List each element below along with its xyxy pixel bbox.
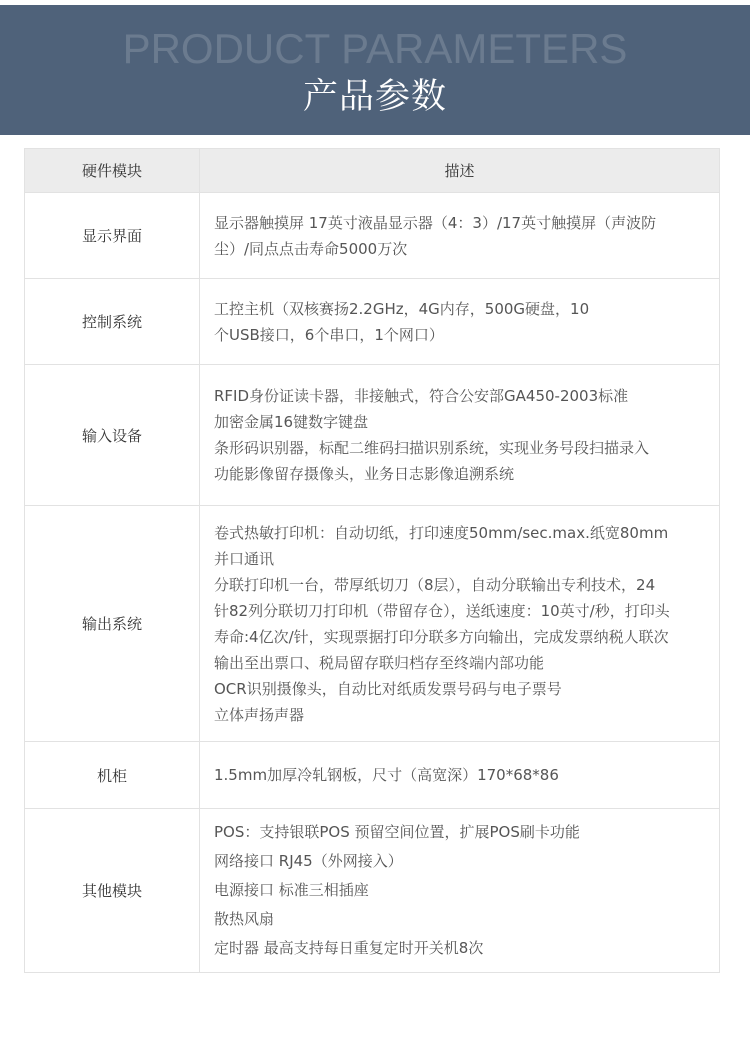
description-line: 1.5mm加厚冷轧钢板，尺寸（高宽深）170*68*86 [214,766,559,784]
description-line: 加密金属16键数字键盘 [214,413,369,431]
module-description [200,506,720,742]
description-line: 散热风扇 [214,910,275,928]
description-line: 网络接口 RJ45（外网接入） [214,852,403,870]
description-line: 针82列分联切刀打印机（带留存仓），送纸速度：10英寸/秒，打印头 [214,601,670,620]
parameters-table [24,148,720,973]
table-row [25,365,720,506]
description-line: POS：支持银联POS 预留空间位置，扩展POS刷卡功能 [214,823,580,841]
description-line: 条形码识别器，标配二维码扫描识别系统，实现业务号段扫描录入 [214,439,650,457]
table-row [25,193,720,279]
module-description [200,365,720,506]
table-row [25,279,720,365]
description-line: 定时器 最高支持每日重复定时开关机8次 [214,939,484,957]
header-banner [0,5,750,135]
module-description [200,742,720,809]
table-row [25,506,720,742]
table-row [25,809,720,973]
module-description [200,193,720,279]
module-description [200,279,720,365]
module-name: 机柜 [25,742,200,809]
module-name: 输入设备 [25,365,200,506]
module-description [200,809,720,973]
description-line: OCR识别摄像头，自动比对纸质发票号码与电子票号 [214,679,562,698]
module-name: 其他模块 [25,809,200,973]
description-line: 立体声扬声器 [214,705,305,724]
description-line: 电源接口 标准三相插座 [214,881,369,899]
description-line: 并口通讯 [214,549,275,568]
description-line: 卷式热敏打印机：自动切纸，打印速度50mm/sec.max.纸宽80mm [214,523,669,542]
description-line: 功能影像留存摄像头，业务日志影像追溯系统 [214,465,515,483]
header-description: 描述 [200,149,720,193]
table-row [25,742,720,809]
table-header-row [25,149,720,193]
description-line: 工控主机（双核赛扬2.2GHz，4G内存，500G硬盘，10 [214,299,590,318]
header-module: 硬件模块 [25,149,200,193]
description-line: 输出至出票口、税局留存联归档存至终端内部功能 [214,653,545,672]
banner-title-cn: 产品参数 [302,77,447,117]
description-line: RFID身份证读卡器，非接触式，符合公安部GA450-2003标准 [214,387,629,405]
module-name: 控制系统 [25,279,200,365]
description-line: 分联打印机一台，带厚纸切刀（8层），自动分联输出专利技术，24 [214,575,656,594]
description-line: 寿命:4亿次/针，实现票据打印分联多方向输出，完成发票纳税人联次 [214,627,669,646]
description-line: 显示器触摸屏 17英寸液晶显示器（4：3）/17英寸触摸屏（声波防 [214,213,657,232]
description-line: 尘）/同点点击寿命5000万次 [214,239,408,258]
module-name: 显示界面 [25,193,200,279]
description-line: 个USB接口，6个串口，1个网口） [214,325,444,344]
banner-title-en: PRODUCT PARAMETERS [122,25,628,72]
module-name: 输出系统 [25,506,200,742]
